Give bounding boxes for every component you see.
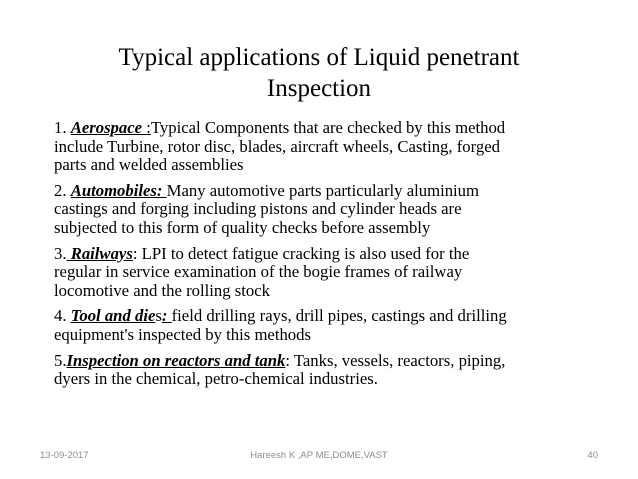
list-item-line — [54, 182, 602, 201]
list-item-automobiles — [54, 182, 602, 238]
item-separator: : — [146, 118, 151, 137]
list-item-line: regular in service examination of the bogie frames of railway — [54, 262, 463, 282]
list-item-line — [54, 307, 602, 326]
item-term-colon: : — [161, 306, 172, 326]
item-text: Typical Components that are checked by this method — [150, 118, 506, 137]
item-term: Aerospace — [70, 118, 147, 137]
item-term-suffix: s — [155, 306, 162, 326]
slide-title-line-1: Typical applications of Liquid penetrant — [118, 44, 520, 71]
list-item-line: include Turbine, rotor disc, blades, aircraft wheels, Casting, forged — [54, 136, 500, 156]
item-term: Railways — [70, 243, 133, 263]
item-term: Automobiles: — [70, 180, 167, 200]
list-item-line — [54, 119, 602, 138]
slide-title-line-2: Inspection — [266, 75, 372, 102]
slide-title — [40, 42, 598, 104]
list-item-reactors-and-tank — [54, 352, 602, 389]
footer-page-number: 40 — [587, 450, 598, 461]
footer-date: 13-09-2017 — [40, 450, 89, 461]
list-item-aerospace — [54, 119, 602, 175]
item-number: 1. — [54, 118, 71, 137]
list-item-line: dyers in the chemical, petro-chemical industries. — [54, 369, 378, 389]
item-number: 2. — [54, 180, 71, 200]
item-text: field drilling rays, drill pipes, castings and drilling — [171, 306, 507, 326]
footer-author: Hareesh K ,AP ME,DOME,VAST — [250, 450, 388, 461]
list-item-line: locomotive and the rolling stock — [54, 280, 270, 300]
item-term: Tool and die — [70, 306, 156, 326]
item-text: : LPI to detect fatigue cracking is also used for the — [132, 243, 470, 263]
item-text: : Tanks, vessels, reactors, piping, — [285, 350, 506, 370]
item-number: 5. — [54, 350, 67, 370]
list-item-line: subjected to this form of quality checks before assembly — [54, 217, 431, 237]
list-item-line: equipment's inspected by this methods — [54, 324, 311, 344]
list-item-line — [54, 245, 602, 264]
item-number: 3. — [54, 243, 67, 263]
item-number: 4. — [54, 306, 71, 326]
list-item-line — [54, 352, 602, 371]
application-list — [54, 119, 602, 396]
item-text: Many automotive parts particularly aluminium — [166, 180, 480, 200]
list-item-tool-and-dies — [54, 307, 602, 344]
item-term: Inspection on reactors and tank — [66, 350, 286, 370]
list-item-railways — [54, 245, 602, 301]
list-item-line: parts and welded assemblies — [54, 155, 244, 175]
list-item-line: castings and forging including pistons and cylinder heads are — [54, 199, 462, 219]
